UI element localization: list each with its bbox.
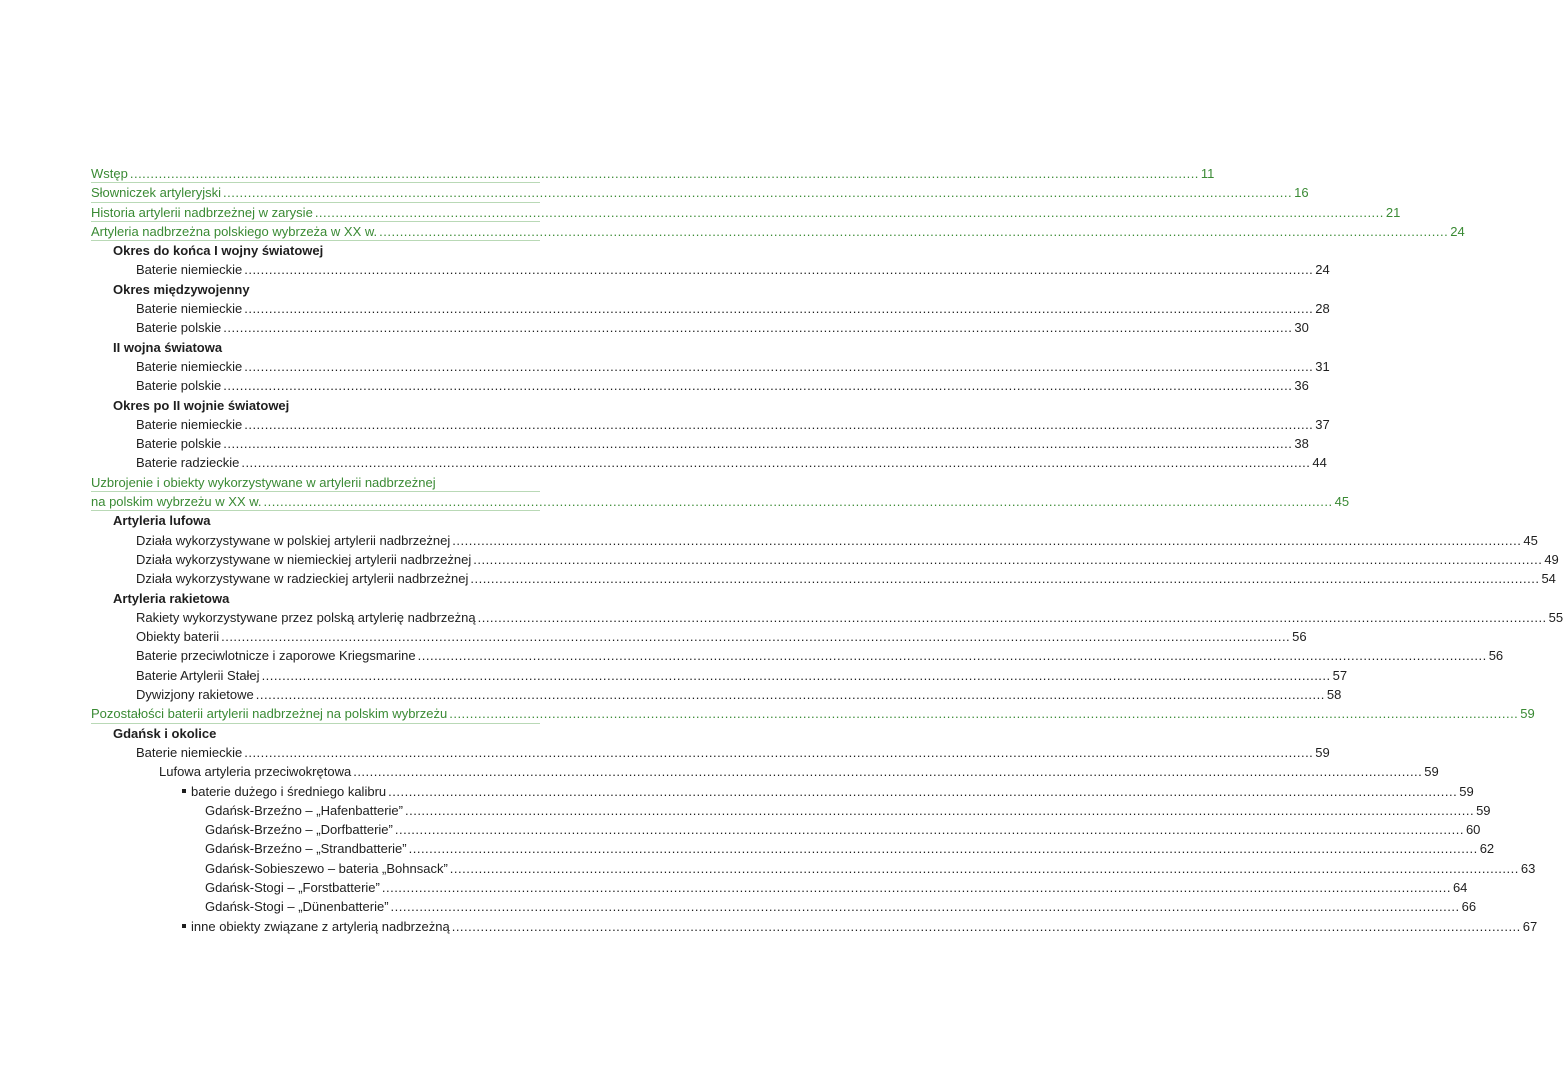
toc-entry[interactable]	[91, 897, 1477, 916]
toc-entry-title	[113, 724, 216, 743]
toc-entry-text: Lufowa artyleria przeciwokrętowa	[159, 764, 352, 780]
toc-entry-text: Okres międzywojenny	[113, 281, 250, 297]
toc-page-number: 38	[1294, 436, 1309, 452]
toc-entry-title	[182, 782, 386, 801]
toc-entry[interactable]	[91, 203, 1401, 222]
toc-entry-text: Gdańsk-Brzeźno – „Hafenbatterie”	[205, 802, 403, 818]
toc-page-number: 16	[1294, 185, 1309, 201]
toc-entry-title	[91, 473, 436, 492]
dot-leader: ....................................................................................................................................................................................................................................................................	[452, 532, 1522, 548]
toc-page-number: 64	[1452, 879, 1468, 895]
toc-entry-title	[113, 280, 250, 299]
toc-page-number: 45	[1523, 532, 1538, 548]
toc-entry[interactable]	[91, 280, 540, 299]
toc-entry-text: Baterie polskie	[136, 320, 222, 336]
toc-page-number: 67	[1522, 918, 1538, 934]
dot-leader: ....................................................................................................................................................................................................................................................................	[353, 764, 1423, 780]
dot-leader: ....................................................................................................................................................................................................................................................................	[470, 571, 1540, 587]
toc-page-number: 59	[1476, 802, 1491, 818]
toc-entry[interactable]	[91, 299, 1330, 318]
toc-entry-text: Baterie niemieckie	[136, 262, 243, 278]
toc-entry[interactable]	[91, 646, 1504, 665]
toc-entry-text: Okres do końca I wojny światowej	[113, 243, 324, 259]
toc-entry-text: Baterie niemieckie	[136, 301, 243, 317]
toc-entry[interactable]	[91, 743, 1330, 762]
dot-leader: ....................................................................................................................................................................................................................................................................	[381, 879, 1451, 895]
toc-entry-text: Gdańsk-Sobieszewo – bateria „Bohnsack”	[205, 860, 448, 876]
toc-entry-text: Działa wykorzystywane w radzieckiej artylerii nadbrzeżnej	[136, 571, 469, 587]
toc-page-number: 11	[1200, 166, 1215, 181]
toc-entry-title	[91, 704, 447, 723]
toc-entry-title	[205, 839, 407, 858]
toc-entry[interactable]	[91, 724, 540, 743]
toc-entry[interactable]	[91, 183, 1309, 202]
toc-entry-text: Historia artylerii nadbrzeżnej w zarysie	[91, 204, 313, 220]
toc-entry-title	[159, 762, 351, 781]
toc-page-number: 36	[1294, 378, 1309, 394]
toc-page-number: 56	[1488, 648, 1504, 664]
toc-page-number: 24	[1450, 223, 1465, 239]
toc-entry[interactable]	[91, 164, 1215, 183]
toc-entry-text: II wojna światowa	[113, 339, 223, 355]
dot-leader: ....................................................................................................................................................................................................................................................................	[244, 301, 1314, 317]
toc-entry[interactable]	[91, 569, 1556, 588]
toc-entry-title	[91, 183, 221, 202]
toc-entry[interactable]	[91, 511, 540, 530]
toc-entry-title	[136, 743, 242, 762]
toc-entry[interactable]	[91, 396, 540, 415]
toc-entry-text: Gdańsk-Stogi – „Dünenbatterie”	[205, 899, 389, 915]
dot-leader: ....................................................................................................................................................................................................................................................................	[394, 822, 1464, 838]
toc-entry[interactable]	[91, 839, 1495, 858]
toc-entry-title	[136, 299, 242, 318]
dot-leader: ....................................................................................................................................................................................................................................................................	[244, 262, 1314, 278]
dot-leader: ....................................................................................................................................................................................................................................................................	[244, 744, 1314, 760]
toc-entry[interactable]	[91, 222, 1465, 241]
dot-leader: ....................................................................................................................................................................................................................................................................	[223, 436, 1293, 452]
toc-entry-text: Baterie radzieckie	[136, 455, 240, 471]
toc-entry-text: Artyleria rakietowa	[113, 590, 230, 606]
toc-entry-title	[205, 878, 380, 897]
toc-entry-title	[136, 434, 221, 453]
toc-page-number: 44	[1312, 455, 1327, 471]
toc-entry[interactable]	[91, 608, 1563, 627]
dot-leader: ....................................................................................................................................................................................................................................................................	[241, 455, 1311, 471]
dot-leader: ....................................................................................................................................................................................................................................................................	[379, 223, 1449, 239]
toc-entry-text: Baterie polskie	[136, 378, 222, 394]
toc-entry-text: Gdańsk i okolice	[113, 725, 217, 741]
toc-entry-text: Baterie przeciwlotnicze i zaporowe Kriegsmarine	[136, 648, 416, 664]
toc-entry-title	[113, 396, 289, 415]
toc-entry-title	[91, 164, 128, 183]
toc-entry-title	[136, 608, 476, 627]
toc-page-number: 59	[1520, 706, 1535, 722]
dot-leader: ....................................................................................................................................................................................................................................................................	[223, 378, 1293, 394]
toc-entry[interactable]	[91, 878, 1468, 897]
dot-leader: ....................................................................................................................................................................................................................................................................	[261, 667, 1331, 683]
toc-entry[interactable]	[91, 318, 1309, 337]
toc-entry-text: Rakiety wykorzystywane przez polską artylerię nadbrzeżną	[136, 609, 476, 625]
toc-entry-text: Okres po II wojnie światowej	[113, 397, 290, 413]
bullet-icon	[182, 924, 186, 928]
dot-leader: ....................................................................................................................................................................................................................................................................	[263, 494, 1333, 510]
toc-page-number: 59	[1315, 744, 1330, 760]
toc-page-number: 45	[1334, 494, 1350, 510]
toc-page-number: 31	[1315, 358, 1330, 374]
toc-entry[interactable]	[91, 357, 1330, 376]
toc-entry-title	[136, 646, 416, 665]
toc-entry-title	[136, 666, 260, 685]
toc-entry[interactable]	[91, 550, 1559, 569]
toc-entry[interactable]	[91, 434, 1309, 453]
dot-leader: ....................................................................................................................................................................................................................................................................	[390, 899, 1460, 915]
toc-entry[interactable]	[91, 415, 1330, 434]
toc-entry[interactable]	[91, 492, 1350, 511]
toc-entry-title	[205, 897, 389, 916]
toc-entry-text: inne obiekty związane z artylerią nadbrzeżną	[191, 918, 450, 934]
bullet-icon	[182, 789, 186, 793]
toc-entry-text: Gdańsk-Stogi – „Forstbatterie”	[205, 879, 380, 895]
toc-entry[interactable]	[91, 762, 1439, 781]
toc-entry-title	[136, 550, 471, 569]
dot-leader: ....................................................................................................................................................................................................................................................................	[223, 320, 1293, 336]
toc-page-number: 59	[1424, 764, 1439, 780]
toc-page-number: 28	[1315, 301, 1330, 317]
dot-leader: ....................................................................................................................................................................................................................................................................	[314, 204, 1384, 220]
toc-page-number: 21	[1385, 204, 1401, 220]
toc-entry[interactable]	[91, 531, 1538, 550]
toc-entry-text: Gdańsk-Brzeźno – „Dorfbatterie”	[205, 822, 393, 838]
dot-leader: ....................................................................................................................................................................................................................................................................	[417, 648, 1487, 664]
toc-entry-title	[136, 357, 242, 376]
toc-entry[interactable]	[91, 704, 1535, 723]
toc-entry-title	[113, 589, 229, 608]
toc-entry-title	[136, 318, 221, 337]
toc-entry[interactable]	[91, 589, 540, 608]
dot-leader: ....................................................................................................................................................................................................................................................................	[244, 416, 1314, 432]
toc-page-number: 57	[1332, 667, 1348, 683]
dot-leader: ....................................................................................................................................................................................................................................................................	[404, 802, 1475, 818]
toc-page-number: 37	[1315, 416, 1330, 432]
toc-entry-title	[136, 376, 221, 395]
dot-leader: ....................................................................................................................................................................................................................................................................	[129, 166, 1199, 181]
toc-entry[interactable]	[91, 820, 1481, 839]
toc-entry-title	[136, 685, 254, 704]
dot-leader: ....................................................................................................................................................................................................................................................................	[223, 185, 1293, 201]
toc-entry[interactable]	[91, 260, 1330, 279]
toc-entry-title	[205, 859, 448, 878]
toc-entry-text: Uzbrojenie i obiekty wykorzystywane w artylerii nadbrzeżnej	[91, 474, 436, 490]
toc-entry[interactable]	[91, 782, 1474, 801]
toc-entry-title	[91, 203, 313, 222]
toc-page-number: 58	[1326, 687, 1342, 703]
dot-leader: ....................................................................................................................................................................................................................................................................	[473, 551, 1543, 567]
toc-entry-title	[205, 820, 393, 839]
toc-entry-title	[136, 531, 450, 550]
toc-entry-text: Wstęp	[91, 166, 128, 181]
dot-leader: ....................................................................................................................................................................................................................................................................	[449, 706, 1519, 722]
toc-entry-text: Artyleria lufowa	[113, 513, 211, 529]
toc-entry-title	[182, 917, 450, 936]
toc-entry[interactable]	[91, 338, 540, 357]
toc-page-number: 24	[1315, 262, 1330, 278]
toc-entry-text: Działa wykorzystywane w polskiej artylerii nadbrzeżnej	[136, 532, 451, 548]
toc-entry-text: na polskim wybrzeżu w XX w.	[91, 494, 262, 510]
toc-entry-title	[113, 241, 323, 260]
toc-page-number: 63	[1520, 860, 1536, 876]
toc-entry[interactable]	[91, 453, 1327, 472]
toc-entry-title	[136, 627, 219, 646]
toc-entry-title	[113, 338, 222, 357]
toc-entry-text: Baterie niemieckie	[136, 416, 243, 432]
dot-leader: ....................................................................................................................................................................................................................................................................	[477, 609, 1547, 625]
toc-page-number: 54	[1541, 571, 1556, 587]
toc-entry[interactable]	[91, 666, 1348, 685]
toc-entry-text: Baterie niemieckie	[136, 744, 243, 760]
dot-leader: ....................................................................................................................................................................................................................................................................	[449, 860, 1519, 876]
toc-entry-title	[91, 492, 262, 511]
toc-entry-title	[136, 415, 242, 434]
toc-entry[interactable]	[91, 859, 1536, 878]
toc-entry-title	[91, 222, 377, 241]
toc-page-number: 30	[1294, 320, 1309, 336]
table-of-contents	[91, 164, 1563, 936]
toc-entry-text: Działa wykorzystywane w niemieckiej artylerii nadbrzeżnej	[136, 551, 472, 567]
toc-entry[interactable]	[91, 473, 540, 492]
toc-entry[interactable]	[91, 627, 1307, 646]
toc-entry-text: Pozostałości baterii artylerii nadbrzeżnej na polskim wybrzeżu	[91, 706, 448, 722]
toc-entry[interactable]	[91, 801, 1491, 820]
toc-page-number: 49	[1544, 551, 1559, 567]
toc-entry[interactable]	[91, 241, 540, 260]
toc-entry-title	[136, 569, 468, 588]
toc-page-number: 56	[1292, 629, 1307, 645]
toc-entry[interactable]	[91, 685, 1342, 704]
toc-entry-text: Dywizjony rakietowe	[136, 687, 254, 703]
toc-page-number: 62	[1479, 841, 1495, 857]
toc-entry-text: Słowniczek artyleryjski	[91, 185, 222, 201]
toc-entry-text: Obiekty baterii	[136, 629, 220, 645]
toc-entry-text: Baterie Artylerii Stałej	[136, 667, 260, 683]
toc-entry-text: Artyleria nadbrzeżna polskiego wybrzeża w XX w.	[91, 223, 378, 239]
toc-entry-title	[113, 511, 211, 530]
toc-entry-title	[136, 453, 239, 472]
toc-entry-text: Baterie polskie	[136, 436, 222, 452]
dot-leader: ....................................................................................................................................................................................................................................................................	[244, 358, 1314, 374]
dot-leader: ....................................................................................................................................................................................................................................................................	[221, 629, 1291, 645]
dot-leader: ....................................................................................................................................................................................................................................................................	[451, 918, 1521, 934]
toc-entry-text: Gdańsk-Brzeźno – „Strandbatterie”	[205, 841, 407, 857]
toc-page-number: 66	[1461, 899, 1477, 915]
dot-leader: ....................................................................................................................................................................................................................................................................	[255, 687, 1325, 703]
toc-entry[interactable]	[91, 917, 1538, 936]
toc-entry-text: baterie dużego i średniego kalibru	[191, 783, 387, 799]
toc-entry-title	[136, 260, 242, 279]
toc-page-number: 60	[1465, 822, 1481, 838]
toc-page-number: 59	[1459, 783, 1474, 799]
toc-entry-title	[205, 801, 403, 820]
toc-page-number: 55	[1548, 609, 1563, 625]
dot-leader: ....................................................................................................................................................................................................................................................................	[388, 783, 1458, 799]
toc-entry[interactable]	[91, 376, 1309, 395]
dot-leader: ....................................................................................................................................................................................................................................................................	[408, 841, 1478, 857]
toc-entry-text: Baterie niemieckie	[136, 358, 243, 374]
